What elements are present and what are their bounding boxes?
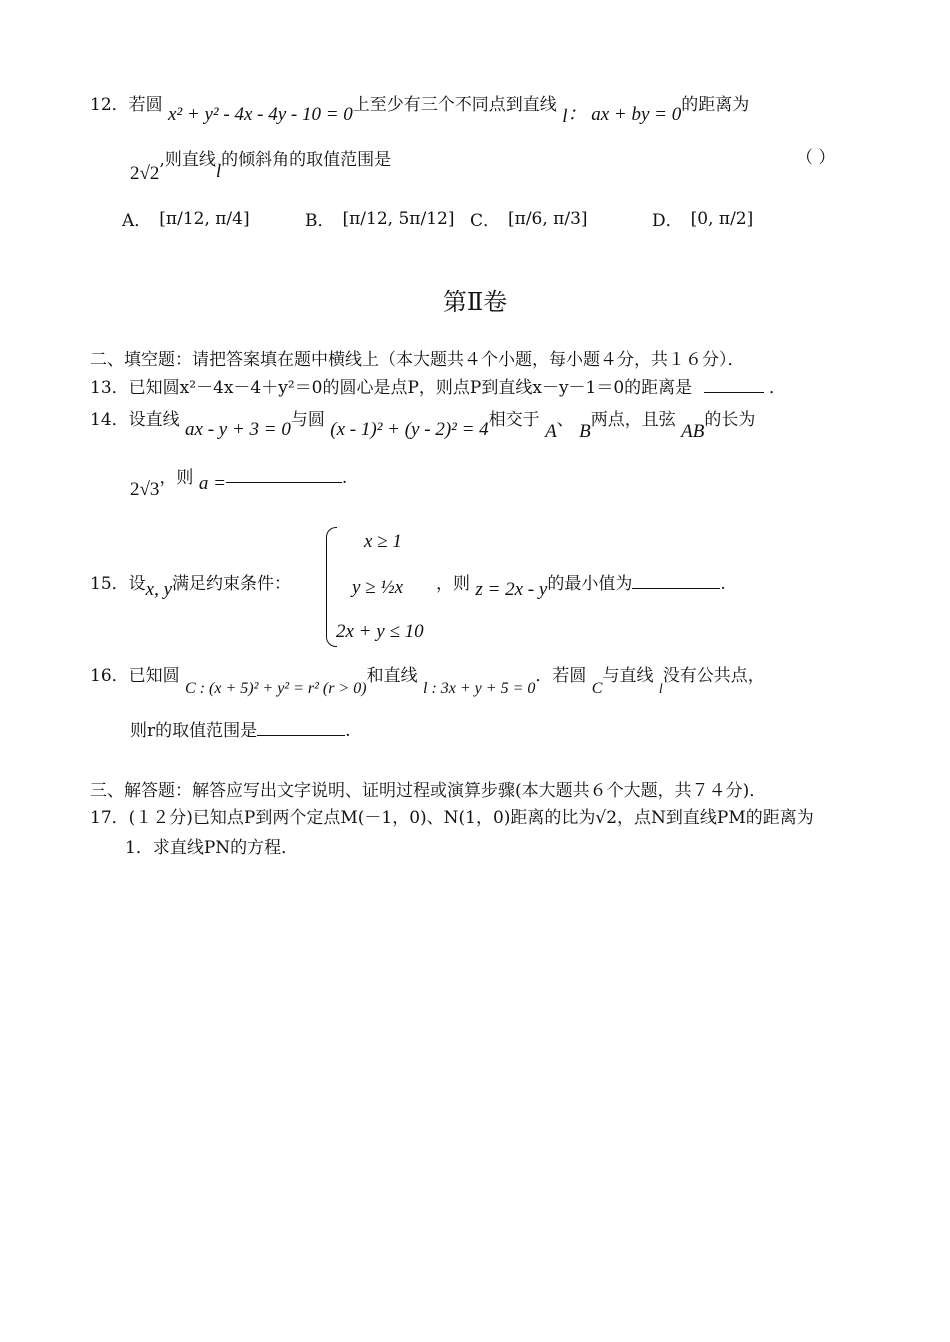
q14-end: . xyxy=(341,468,348,488)
q12-post: 的距离为 xyxy=(681,95,750,115)
q14-line2 xyxy=(130,468,348,500)
q14-sep: 、 xyxy=(556,410,574,430)
q13-answer-blank[interactable] xyxy=(704,392,764,393)
q14-a-eq: a = xyxy=(198,473,226,494)
q12-line-eq: ： ax + by = 0 xyxy=(567,104,682,125)
q12-option-c xyxy=(470,206,588,231)
option-b-value: [π/12, 5π/12] xyxy=(342,208,455,229)
q12-line2-text: ,则直线 xyxy=(159,150,216,170)
q16-post2: 与直线 xyxy=(602,666,654,686)
q14-number: 14． xyxy=(90,410,129,430)
q14-circle-eq: (x - 1)² + (y - 2)² = 4 xyxy=(330,419,489,440)
q15-constraint-1: x ≥ 1 xyxy=(364,531,402,552)
q14-line2-text: ，则 xyxy=(159,468,194,488)
q14-point-a: A xyxy=(545,421,557,442)
q15-number: 15．设 xyxy=(90,574,146,594)
q14-post1: 相交于 xyxy=(488,410,540,430)
q13-end: ． xyxy=(769,378,786,398)
q12-line2 xyxy=(130,150,392,184)
q12-line-name: l xyxy=(562,106,568,127)
q16-end: . xyxy=(345,721,351,741)
q16-l: l xyxy=(658,682,663,697)
option-d-value: [0, π/2] xyxy=(690,208,754,229)
q15-z-eq: z = 2x - y xyxy=(475,579,548,600)
q12-option-d xyxy=(652,206,753,231)
q16-line2 xyxy=(130,723,351,740)
q16-c: C xyxy=(591,680,603,697)
q15-answer-blank[interactable] xyxy=(632,588,720,589)
q14-post3: 的长为 xyxy=(704,410,756,430)
q12-option-a xyxy=(122,206,250,231)
part3-header: 三、解答题：解答应写出文字说明、证明过程或演算步骤(本大题共６个大题，共７４分)． xyxy=(90,781,767,801)
q16-line2-text: 则r的取值范围是 xyxy=(130,721,258,741)
q12-pre: 若圆 xyxy=(128,95,163,115)
q15-pre: 满足约束条件： xyxy=(172,574,292,594)
q12-dist: 2√2 xyxy=(130,163,160,184)
q14-mid: 与圆 xyxy=(290,410,325,430)
q16-answer-blank[interactable] xyxy=(257,735,345,736)
q16-post1: ．若圆 xyxy=(535,666,587,686)
option-c-value: [π/6, π/3] xyxy=(508,208,588,229)
option-a-value: [π/12, π/4] xyxy=(159,208,250,229)
q16-circle-eq: C : (x + 5)² + y² = r² (r > 0) xyxy=(185,680,367,697)
q17-line2: 1．求直线PN的方程． xyxy=(125,838,299,858)
q15-tail xyxy=(436,574,726,600)
q14-chord-length: 2√3 xyxy=(130,479,160,500)
q16-post3: 没有公共点， xyxy=(662,666,765,686)
q12-mid: 上至少有三个不同点到直线 xyxy=(352,95,557,115)
q15-constraint-3: 2x + y ≤ 10 xyxy=(336,621,424,642)
q13 xyxy=(90,380,786,397)
q15-constraint-2: y ≥ ½x xyxy=(352,577,404,598)
q12-line2-post: 的倾斜角的取值范围是 xyxy=(221,150,392,170)
q15-vars: x, y xyxy=(145,579,173,600)
q12-number: 12． xyxy=(90,95,129,115)
q14-answer-blank[interactable] xyxy=(226,482,342,483)
q12-line1 xyxy=(90,95,750,127)
option-c-label: C． xyxy=(470,211,501,231)
q16-line1 xyxy=(90,666,765,697)
q13-text: 13．已知圆x²－4x－4＋y²＝0的圆心是点P，则点P到直线x－y－1＝0的距离是 xyxy=(90,378,693,398)
part2-header: 二、填空题：请把答案填在题中横线上（本大题共４个小题，每小题４分，共１６分）． xyxy=(90,350,745,370)
q15-line xyxy=(90,574,292,600)
section-title: 第Ⅱ卷 xyxy=(442,288,508,316)
option-d-label: D． xyxy=(652,211,683,231)
q16-line-eq: l : 3x + y + 5 = 0 xyxy=(423,680,536,697)
option-a-label: A． xyxy=(122,211,152,231)
q12-circle-eq: x² + y² - 4x - 4y - 10 = 0 xyxy=(168,104,353,125)
option-b-label: B． xyxy=(305,211,335,231)
q12-line2-l: l xyxy=(215,161,222,182)
q12-option-b xyxy=(305,206,454,231)
q15-end: . xyxy=(720,574,726,594)
q14-chord-ab: AB xyxy=(681,421,705,442)
q15-post: 的最小值为 xyxy=(547,574,633,594)
q16-mid: 和直线 xyxy=(366,666,418,686)
q16-number: 16．已知圆 xyxy=(90,666,180,686)
q14-line1 xyxy=(90,410,756,442)
q15-mid: ，则 xyxy=(436,574,470,594)
q17-line1: 17．(１２分)已知点P到两个定点M(－1，0)、N(1，0)距离的比为√2，点N到直线PM的距离为 xyxy=(90,808,814,828)
q14-line-eq: ax - y + 3 = 0 xyxy=(185,419,291,440)
q14-post2: 两点，且弦 xyxy=(590,410,676,430)
q14-pre: 设直线 xyxy=(128,410,180,430)
q12-answer-paren: （ ） xyxy=(796,148,836,168)
q14-point-b: B xyxy=(579,421,591,442)
